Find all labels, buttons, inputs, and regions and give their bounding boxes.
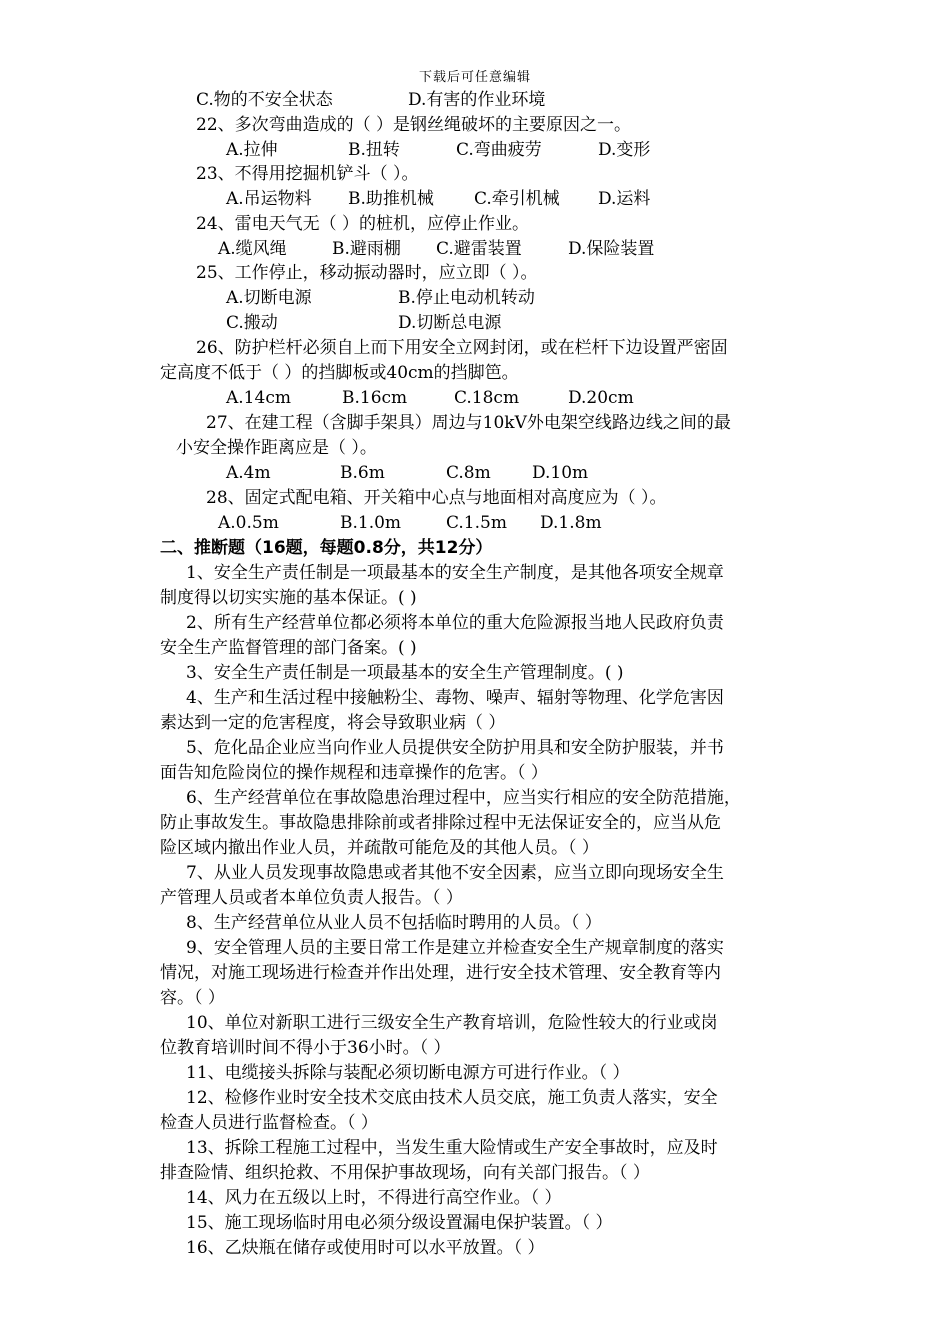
option-c: C.8m: [446, 463, 491, 483]
option-a: A.切断电源: [226, 288, 312, 308]
option-d: D.1.8m: [540, 513, 602, 533]
option-a: A.4m: [226, 463, 271, 483]
text-line: 素达到一定的危害程度，将会导致职业病（ ）: [160, 713, 506, 733]
option-b: B.1.0m: [340, 513, 402, 533]
option-c: C.牵引机械: [474, 189, 560, 209]
text-line: 10、单位对新职工进行三级安全生产教育培训，危险性较大的行业或岗: [186, 1013, 718, 1033]
text-line: 12、检修作业时安全技术交底由技术人员交底，施工负责人落实，安全: [186, 1088, 718, 1108]
text-line: 9、安全管理人员的主要日常工作是建立并检查安全生产规章制度的落实: [186, 938, 724, 958]
option-d: D.切断总电源: [398, 313, 502, 333]
text-line: 产管理人员或者本单位负责人报告。（ ）: [160, 888, 463, 908]
option-c: C.1.5m: [446, 513, 507, 533]
option-d: D.运料: [598, 189, 651, 209]
text-line: 3、安全生产责任制是一项最基本的安全生产管理制度。( ): [186, 663, 624, 683]
text-line: 情况，对施工现场进行检查并作出处理，进行安全技术管理、安全教育等内: [160, 963, 721, 983]
text-line: 6、生产经营单位在事故隐患治理过程中，应当实行相应的安全防范措施，: [186, 788, 741, 808]
text-line: 防止事故发生。事故隐患排除前或者排除过程中无法保证安全的，应当从危: [160, 813, 721, 833]
text-line: 险区域内撤出作业人员，并疏散可能危及的其他人员。（ ）: [160, 838, 599, 858]
text-line: 检查人员进行监督检查。（ ）: [160, 1113, 378, 1133]
option-a: A.14cm: [226, 388, 291, 408]
question-stem-line-2: 定高度不低于（ ）的挡脚板或40cm的挡脚笆。: [160, 363, 519, 383]
question-stem: 23、不得用挖掘机铲斗（ ）。: [196, 164, 419, 184]
text-line: 1、安全生产责任制是一项最基本的安全生产制度，是其他各项安全规章: [186, 563, 724, 583]
text-line: 15、施工现场临时用电必须分级设置漏电保护装置。（ ）: [186, 1213, 613, 1233]
option-a: A.吊运物料: [226, 189, 312, 209]
question-stem-line-1: 27、在建工程（含脚手架具）周边与10kV外电架空线路边线之间的最: [206, 413, 731, 433]
text-line: 容。（ ）: [160, 988, 225, 1008]
option-a: A.0.5m: [218, 513, 279, 533]
question-stem: 24、雷电天气无（ ）的桩机，应停止作业。: [196, 214, 530, 234]
text-line: 11、电缆接头拆除与装配必须切断电源方可进行作业。（ ）: [186, 1063, 630, 1083]
text-line: 2、所有生产经营单位都必须将本单位的重大危险源报当地人民政府负责: [186, 613, 724, 633]
option-b: B.助推机械: [348, 189, 434, 209]
option-b: B.6m: [340, 463, 385, 483]
text-line: 面告知危险岗位的操作规程和违章操作的危害。（ ）: [160, 763, 548, 783]
question-stem: 28、固定式配电箱、开关箱中心点与地面相对高度应为（ ）。: [206, 488, 667, 508]
question-stem: 25、工作停止，移动振动器时，应立即（ ）。: [196, 263, 538, 283]
question-stem-line-2: 小安全操作距离应是（ ）。: [176, 438, 377, 458]
option-b: B.避雨棚: [332, 239, 401, 259]
option-d: D.10m: [532, 463, 589, 483]
option-c: C.避雷装置: [436, 239, 522, 259]
option-b: B.扭转: [348, 140, 400, 160]
question-stem-line-1: 26、防护栏杆必须自上而下用安全立网封闭，或在栏杆下边设置严密固: [196, 338, 728, 358]
text-line: 排查险情、组织抢救、不用保护事故现场，向有关部门报告。（ ）: [160, 1163, 650, 1183]
option-c: C.18cm: [454, 388, 520, 408]
option-d: D.变形: [598, 140, 651, 160]
option-a: A.拉伸: [226, 140, 278, 160]
text-line: 13、拆除工程施工过程中，当发生重大险情或生产安全事故时，应及时: [186, 1138, 718, 1158]
text-line: 4、生产和生活过程中接触粉尘、毒物、噪声、辐射等物理、化学危害因: [186, 688, 724, 708]
option-b: B.停止电动机转动: [398, 288, 535, 308]
text-line: 5、危化品企业应当向作业人员提供安全防护用具和安全防护服装，并书: [186, 738, 724, 758]
option-d: D.20cm: [568, 388, 634, 408]
text-line: 8、生产经营单位从业人员不包括临时聘用的人员。（ ）: [186, 913, 602, 933]
option-a: A.缆风绳: [218, 239, 287, 259]
text-line: 安全生产监督管理的部门备案。( ): [160, 638, 417, 658]
option-c: C.搬动: [226, 313, 278, 333]
option-c: C.弯曲疲劳: [456, 140, 542, 160]
text-line: 16、乙炔瓶在储存或使用时可以水平放置。（ ）: [186, 1238, 545, 1258]
page-header: 下载后可任意编辑: [418, 70, 531, 85]
text-line: 7、从业人员发现事故隐患或者其他不安全因素，应当立即向现场安全生: [186, 863, 724, 883]
option-c: C.物的不安全状态: [196, 90, 333, 110]
text-line: 制度得以切实实施的基本保证。( ): [160, 588, 417, 608]
text-line: 14、风力在五级以上时，不得进行高空作业。（ ）: [186, 1188, 562, 1208]
section-heading: 二、推断题（16题，每题0.8分，共12分）: [160, 538, 493, 558]
text-line: 位教育培训时间不得小于36小时。（ ）: [160, 1038, 451, 1058]
option-b: B.16cm: [342, 388, 408, 408]
option-d: D.有害的作业环境: [408, 90, 546, 110]
question-stem: 22、多次弯曲造成的（ ）是钢丝绳破坏的主要原因之一。: [196, 115, 632, 135]
option-d: D.保险装置: [568, 239, 655, 259]
